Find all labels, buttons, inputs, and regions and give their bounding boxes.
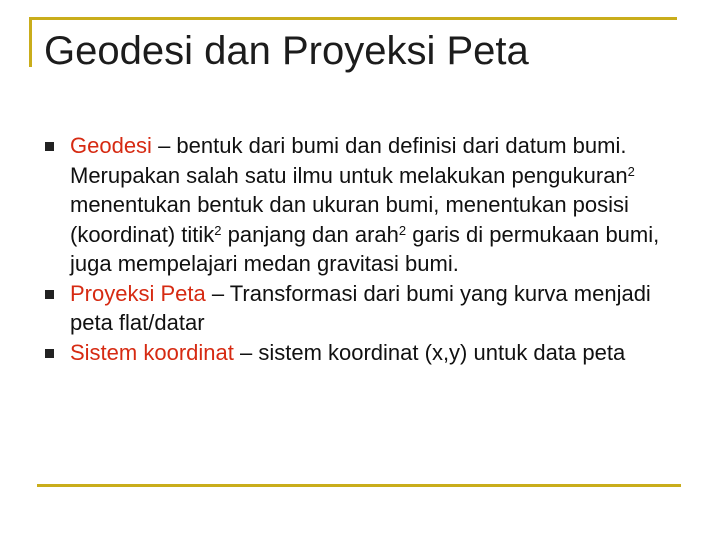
square-bullet-icon <box>45 290 54 299</box>
bullet-description: Transformasi dari bumi yang kurva menjadi peta flat/datar <box>70 280 651 335</box>
bullet-term: Sistem koordinat <box>70 339 234 365</box>
square-bullet-icon <box>45 349 54 358</box>
bullet-separator: – <box>205 280 230 306</box>
bullet-description: menentukan bentuk dan ukuran bumi, menentukan posisi (koordinat) titik <box>70 192 629 247</box>
frame-left-rule <box>29 17 32 67</box>
superscript: 2 <box>627 163 635 179</box>
bullet-item-sistem-koordinat <box>0 338 670 368</box>
slide-title: Geodesi dan Proyeksi Peta <box>44 29 529 73</box>
bullet-item-geodesi <box>0 131 670 279</box>
bullet-separator: – <box>233 339 259 365</box>
bullet-term: Proyeksi Peta <box>70 280 206 306</box>
bullet-description: garis di permukaan bumi, juga mempelajari medan gravitasi bumi. <box>70 221 660 276</box>
bullet-item-proyeksi-peta <box>0 279 670 338</box>
bullet-list <box>0 131 720 367</box>
frame-top-rule <box>29 17 677 20</box>
bullet-description: bentuk dari bumi dan definisi dari datum bumi. Merupakan salah satu ilmu untuk melakukan pengukuran <box>70 133 628 188</box>
frame-bottom-rule <box>37 484 681 487</box>
superscript: 2 <box>214 222 222 238</box>
bullet-description: sistem koordinat (x,y) untuk data peta <box>258 339 626 365</box>
bullet-description: panjang dan arah <box>221 221 399 247</box>
square-bullet-icon <box>45 142 54 151</box>
bullet-term: Geodesi <box>70 133 152 158</box>
superscript: 2 <box>398 222 407 238</box>
bullet-separator: – <box>151 133 177 158</box>
